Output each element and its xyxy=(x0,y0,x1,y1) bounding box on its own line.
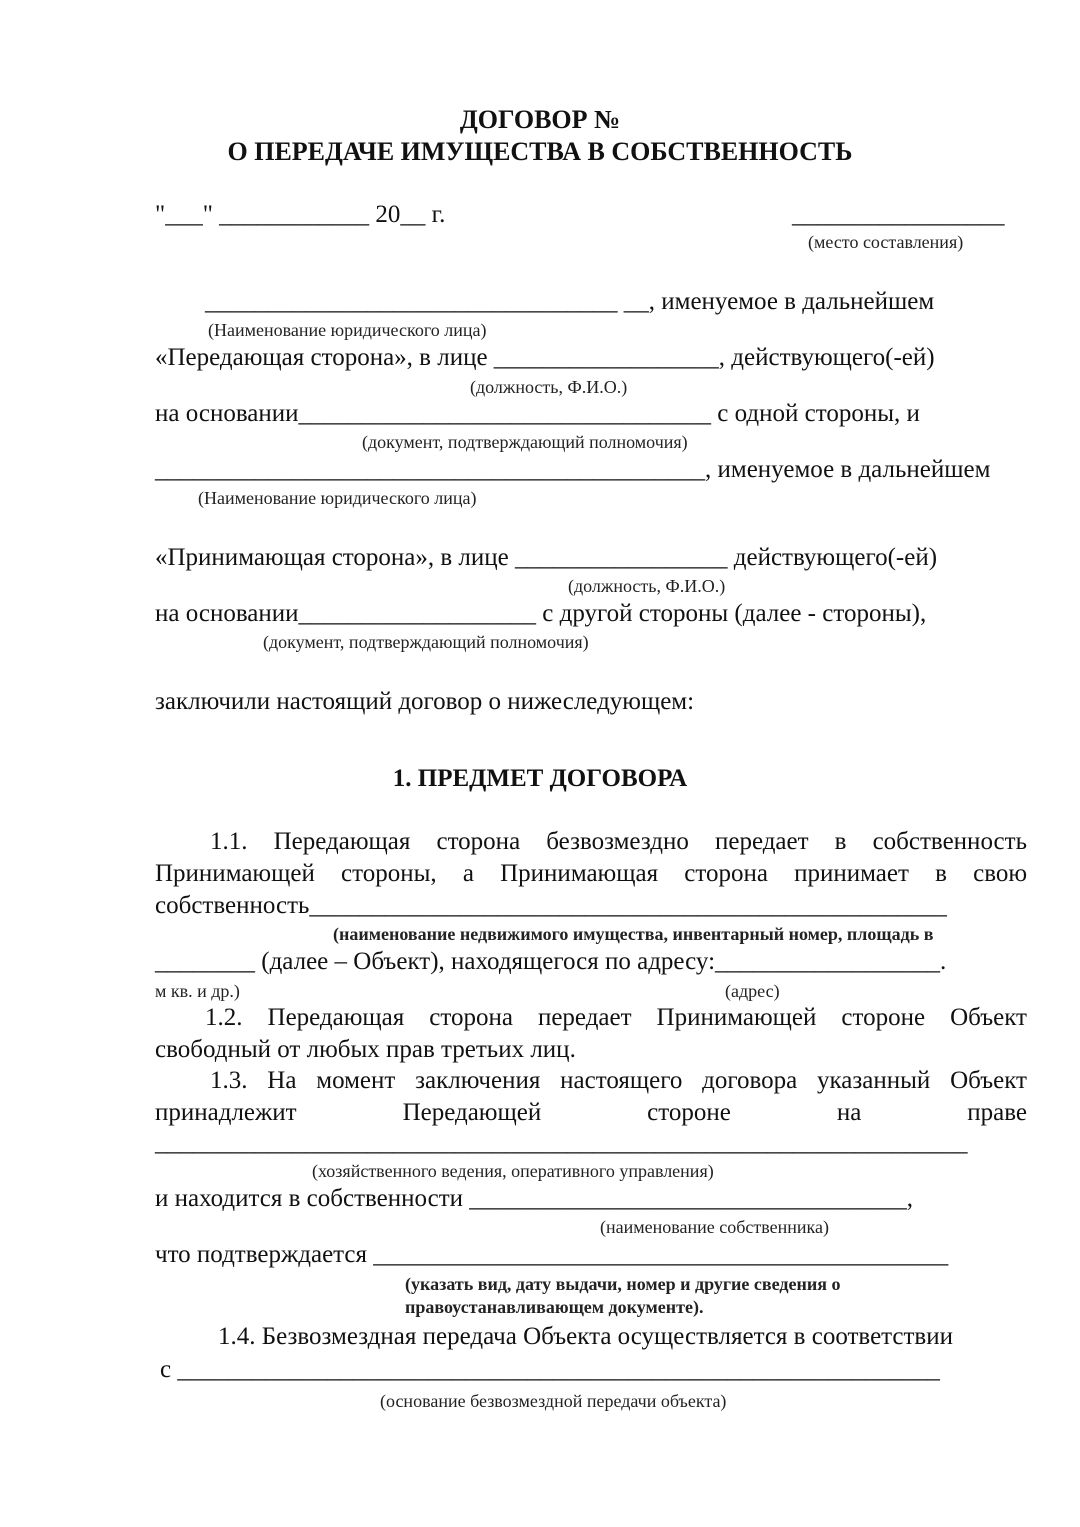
clause-1-3-line-5: что подтверждается ______________________________________________ xyxy=(155,1241,949,1268)
concluded-text: заключили настоящий договор о нижеследующем: xyxy=(155,688,695,715)
clause-1-1-line-2: Принимающей стороны, а Принимающая сторона принимает в свою xyxy=(155,860,1027,887)
clause-1-4-line-2: с _____________________________________________________________ xyxy=(160,1356,940,1383)
contract-subtitle: О ПЕРЕДАЧЕ ИМУЩЕСТВА В СОБСТВЕННОСТЬ xyxy=(227,137,853,166)
clause-1-3-caption-3b: правоустанавливающем документе). xyxy=(405,1297,704,1317)
clause-1-3-caption-1: (хозяйственного ведения, оперативного управления) xyxy=(312,1161,714,1181)
contract-title: ДОГОВОР № xyxy=(459,105,621,134)
party1-rep-line: «Передающая сторона», в лице __________________, действующего(-ей) xyxy=(155,344,935,371)
party1-name-line: _________________________________ __, именуемое в дальнейшем xyxy=(205,288,935,315)
party2-basis-line: на основании___________________ с другой стороны (далее - стороны), xyxy=(155,600,927,627)
party2-basis-caption: (документ, подтверждающий полномочия) xyxy=(263,632,589,652)
clause-1-1-line-1: 1.1. Передающая сторона безвозмездно передает в собственность xyxy=(210,828,1027,855)
clause-1-4-line-1: 1.4. Безвозмездная передача Объекта осуществляется в соответствии xyxy=(218,1323,953,1350)
clause-1-3-line-1: 1.3. На момент заключения настоящего договора указанный Объект xyxy=(210,1067,1027,1094)
party1-basis-line: на основании_________________________________ с одной стороны, и xyxy=(155,400,920,427)
clause-1-4-caption: (основание безвозмездной передачи объекта) xyxy=(380,1391,727,1411)
clause-1-1-line-3: собственность___________________________________________________ xyxy=(155,892,947,919)
date-line: "___" ____________ 20__ г. xyxy=(155,201,446,228)
section-1-heading: 1. ПРЕДМЕТ ДОГОВОРА xyxy=(392,765,688,792)
clause-1-1-line-4: ________ (далее – Объект), находящегося по адресу:__________________. xyxy=(155,948,947,975)
clause-1-1-caption-2b: (адрес) xyxy=(725,981,780,1001)
party2-rep-caption: (должность, Ф.И.О.) xyxy=(568,576,726,596)
party1-name-caption: (Наименование юридического лица) xyxy=(208,320,487,340)
clause-1-1-caption-1: (наименование недвижимого имущества, инвентарный номер, площадь в xyxy=(333,924,934,944)
clause-1-3-caption-2: (наименование собственника) xyxy=(600,1217,830,1237)
clause-1-2-line-1: 1.2. Передающая сторона передает Принимающей стороне Объект xyxy=(205,1004,1027,1031)
clause-1-3-line-3: _________________________________________________________________ xyxy=(155,1129,968,1156)
party2-name-line: ____________________________________________, именуемое в дальнейшем xyxy=(155,456,991,483)
clause-1-3-line-2: принадлежит Передающей стороне на праве xyxy=(155,1099,1027,1126)
clause-1-3-line-4: и находится в собственности ___________________________________, xyxy=(155,1185,914,1212)
party2-name-caption: (Наименование юридического лица) xyxy=(198,488,477,508)
clause-1-1-caption-2a: м кв. и др.) xyxy=(155,981,240,1001)
party1-rep-caption: (должность, Ф.И.О.) xyxy=(470,377,628,397)
party2-rep-line: «Принимающая сторона», в лице _________________ действующего(-ей) xyxy=(155,544,938,571)
place-caption: (место составления) xyxy=(808,232,964,252)
party1-basis-caption: (документ, подтверждающий полномочия) xyxy=(362,432,688,452)
clause-1-3-caption-3a: (указать вид, дату выдачи, номер и другие сведения о xyxy=(405,1274,841,1294)
clause-1-2-line-2: свободный от любых прав третьих лиц. xyxy=(155,1036,576,1063)
place-line: _________________ xyxy=(792,201,1005,228)
